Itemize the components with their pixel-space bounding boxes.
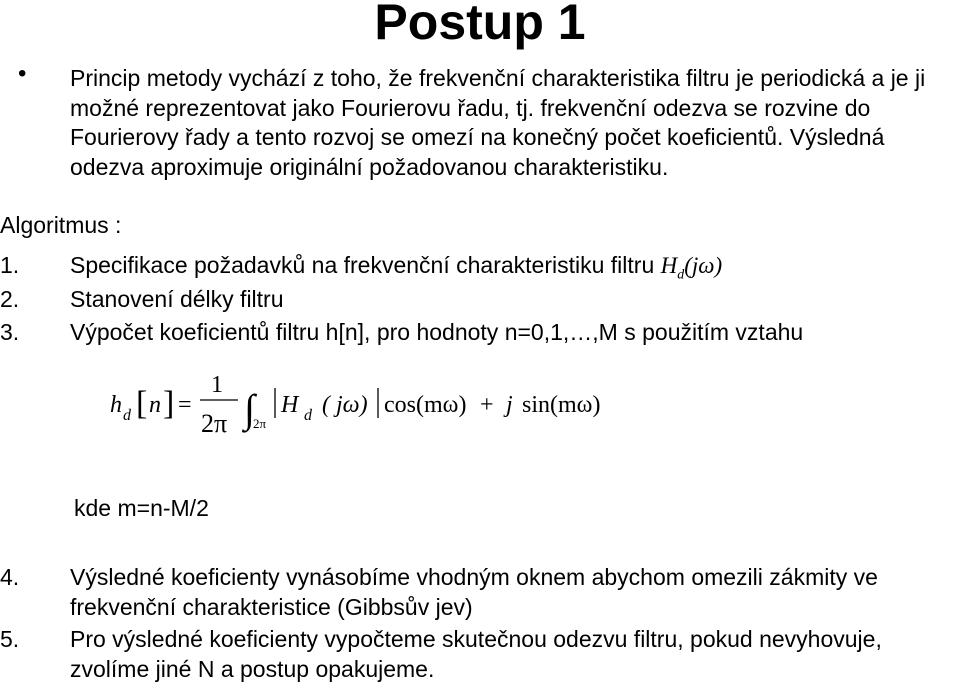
step-text: Pro výsledné koeficienty vypočteme skutečnou odezvu filtru, pokud nevyhovuje, zvolíme jiné N a postup opakujeme. bbox=[70, 626, 882, 682]
formula-equals: = bbox=[178, 392, 192, 418]
formula bbox=[110, 370, 670, 450]
formula-int-sub: 2π bbox=[253, 416, 267, 431]
formula-plus: + bbox=[480, 392, 494, 418]
bullet-marker: • bbox=[18, 60, 27, 87]
h-subscript: d bbox=[677, 267, 685, 283]
step-text: Výsledné koeficienty vynásobíme vhodným oknem abychom omezili zákmity ve frekvenční charakteristice (Gibbsův jev) bbox=[70, 564, 878, 620]
formula-sin: sin(mω) bbox=[522, 392, 601, 418]
step-text: Výpočet koeficientů filtru h[n], pro hodnoty n=0,1,…,M s použitím vztahu bbox=[70, 319, 804, 345]
step-text-main: Specifikace požadavků na frekvenční charakteristiku filtru bbox=[70, 252, 661, 278]
step-number: 3. bbox=[0, 319, 20, 345]
formula-H-sub: d bbox=[304, 407, 312, 424]
algorithm-label: Algoritmus : bbox=[0, 212, 122, 238]
formula-frac-num: 1 bbox=[211, 372, 223, 398]
page-title: Postup 1 bbox=[374, 0, 586, 50]
formula-note: kde m=n-M/2 bbox=[74, 495, 209, 521]
formula-bracket-left: [ bbox=[136, 385, 148, 422]
formula-integral: ∫ bbox=[244, 386, 255, 431]
step-text: Stanovení délky filtru bbox=[70, 286, 284, 312]
h-symbol: H bbox=[660, 253, 678, 278]
h-argument: (jω) bbox=[684, 253, 723, 278]
formula-cos: cos(mω) bbox=[384, 392, 467, 418]
intro-paragraph: Princip metody vychází z toho, že frekvenční charakteristika filtru je periodická a je ji možné reprezentovat jako Fourierovu řadu, tj. frekvenční odezva se rozvine do Fourierovy řady a tento rozvoj se omezí na konečný počet koeficientů. Výsledná odezva aproximuje originální požadovanou charakteristiku. bbox=[70, 65, 926, 180]
formula-svg bbox=[110, 370, 670, 450]
step-number: 4. bbox=[0, 564, 20, 590]
formula-lhs-sub: d bbox=[123, 407, 131, 424]
formula-frac-den: 2π bbox=[201, 409, 228, 438]
formula-H-arg: ( jω) bbox=[322, 392, 368, 418]
formula-H: H bbox=[281, 392, 299, 418]
formula-bracket-right: ] bbox=[163, 385, 175, 422]
formula-lhs-arg: n bbox=[149, 392, 161, 418]
formula-lhs-h: h bbox=[110, 392, 122, 418]
step-number: 2. bbox=[0, 286, 20, 312]
formula-j: j bbox=[506, 392, 513, 418]
step-number: 5. bbox=[0, 626, 20, 652]
step-number: 1. bbox=[0, 252, 20, 278]
